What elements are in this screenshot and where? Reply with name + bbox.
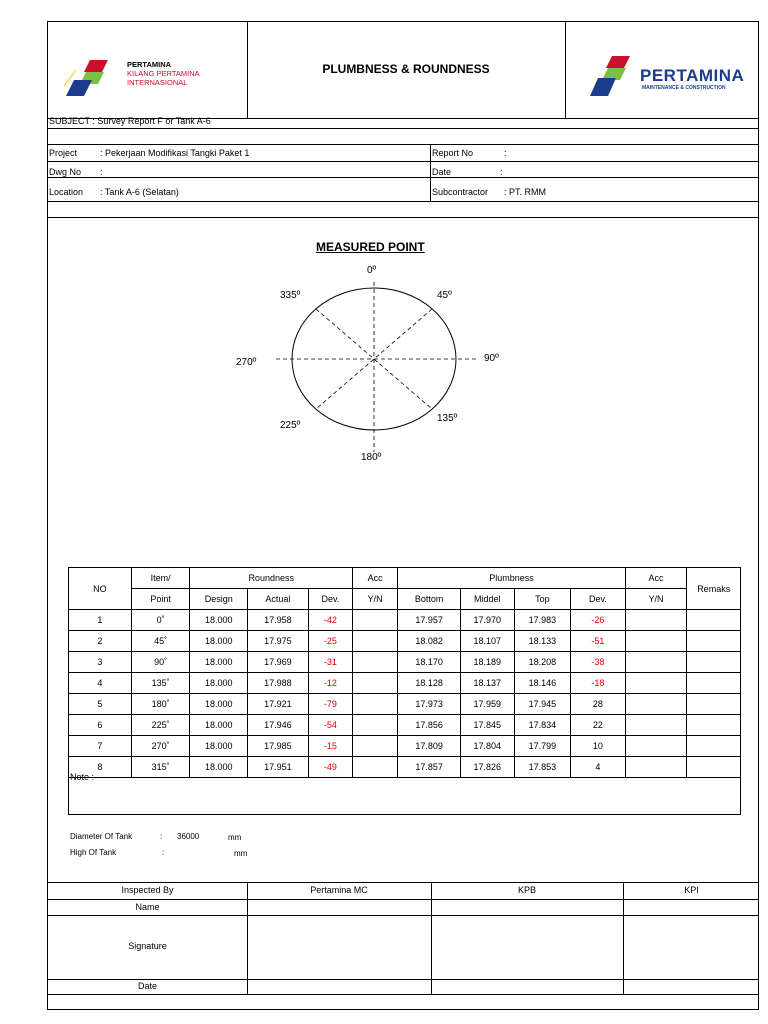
subcontractor-value: : PT. RMM — [504, 187, 546, 197]
table-row — [69, 736, 741, 757]
table-subheader-row — [69, 589, 741, 610]
rule — [48, 128, 758, 129]
cell-dev2: -26 — [571, 610, 626, 631]
cell-remaks — [687, 715, 741, 736]
cell-dev: -12 — [308, 673, 352, 694]
col-plumbness: Plumbness — [398, 568, 625, 589]
rule — [48, 144, 758, 145]
left-logo-line2: KILANG PERTAMINA — [127, 69, 200, 78]
diameter-unit: mm — [228, 833, 242, 842]
col-design: Design — [190, 589, 248, 610]
cell-top: 17.983 — [514, 610, 571, 631]
cell-no: 5 — [69, 694, 132, 715]
cell-point: 135˚ — [131, 673, 190, 694]
dwg-label: Dwg No — [49, 167, 82, 177]
angle-label: 135º — [437, 413, 458, 424]
col-yn2: Y/N — [625, 589, 687, 610]
cell-no: 4 — [69, 673, 132, 694]
right-logo-name: PERTAMINA — [640, 66, 745, 85]
angle-label: 225º — [280, 420, 301, 431]
pertamina-logo-icon — [62, 56, 122, 100]
signoff-divider — [431, 882, 432, 994]
rule — [48, 994, 758, 995]
kpi-label: KPI — [684, 885, 699, 895]
right-logo-sub: MAINTENANCE & CONSTRUCTION — [642, 85, 726, 91]
cell-dev: -25 — [308, 631, 352, 652]
table-row — [69, 610, 741, 631]
document-title: PLUMBNESS & ROUNDNESS — [322, 62, 490, 76]
report-label: Report No — [432, 148, 474, 158]
cell-actual: 17.921 — [248, 694, 309, 715]
cell-no: 8 — [69, 757, 132, 778]
cell-no: 3 — [69, 652, 132, 673]
table-header-row — [69, 568, 741, 589]
info-divider — [430, 144, 431, 201]
rule — [48, 177, 758, 178]
kpb-label: KPB — [517, 885, 536, 895]
col-no: NO — [69, 568, 132, 610]
col-yn: Y/N — [353, 589, 398, 610]
rule — [48, 201, 758, 202]
rule — [48, 882, 758, 883]
table-row — [69, 652, 741, 673]
project-label: Project — [49, 148, 78, 158]
cell-dev: -49 — [308, 757, 352, 778]
cell-dev2: 22 — [571, 715, 626, 736]
cell-acc2 — [625, 715, 687, 736]
cell-dev: -15 — [308, 736, 352, 757]
cell-acc2 — [625, 652, 687, 673]
note-label: Note : — [70, 772, 95, 782]
date-value: : — [500, 167, 503, 177]
diameter-colon: : — [160, 832, 163, 841]
high-colon: : — [162, 848, 165, 857]
cell-acc2 — [625, 694, 687, 715]
project-value: : Pekerjaan Modifikasi Tangki Paket 1 — [100, 148, 250, 158]
col-remaks: Remaks — [687, 568, 741, 610]
cell-bottom: 18.128 — [398, 673, 461, 694]
cell-bottom: 17.973 — [398, 694, 461, 715]
cell-dev2: 4 — [571, 757, 626, 778]
cell-remaks — [687, 631, 741, 652]
cell-top: 17.853 — [514, 757, 571, 778]
cell-design: 18.000 — [190, 631, 248, 652]
cell-point: 0˚ — [131, 610, 190, 631]
cell-design: 18.000 — [190, 694, 248, 715]
dwg-value: : — [100, 167, 103, 177]
cell-top: 17.945 — [514, 694, 571, 715]
left-logo-line3: INTERNASIONAL — [127, 78, 188, 87]
high-unit: mm — [234, 849, 248, 858]
cell-point: 225˚ — [131, 715, 190, 736]
pertamina-mc-logo-icon — [588, 54, 638, 100]
angle-label: 270º — [236, 357, 257, 368]
cell-acc2 — [625, 736, 687, 757]
diagram-title: MEASURED POINT — [316, 240, 425, 254]
pertamina-mc-label: Pertamina MC — [310, 885, 368, 895]
cell-point: 180˚ — [131, 694, 190, 715]
cell-dev2: 10 — [571, 736, 626, 757]
cell-actual: 17.969 — [248, 652, 309, 673]
name-label: Name — [135, 902, 160, 912]
table-row — [69, 694, 741, 715]
cell-top: 17.834 — [514, 715, 571, 736]
col-item: Item/ — [131, 568, 190, 589]
subcontractor-label: Subcontractor — [432, 187, 489, 197]
rule — [48, 979, 758, 980]
diameter-value: 36000 — [177, 832, 200, 841]
col-top: Top — [514, 589, 571, 610]
signoff-divider — [247, 882, 248, 994]
cell-actual: 17.946 — [248, 715, 309, 736]
cell-dev: -54 — [308, 715, 352, 736]
cell-dev2: -38 — [571, 652, 626, 673]
cell-bottom: 18.170 — [398, 652, 461, 673]
col-acc: Acc — [353, 568, 398, 589]
col-dev: Dev. — [308, 589, 352, 610]
cell-no: 2 — [69, 631, 132, 652]
cell-point: 315˚ — [131, 757, 190, 778]
cell-bottom: 17.957 — [398, 610, 461, 631]
table-row — [69, 673, 741, 694]
cell-acc2 — [625, 631, 687, 652]
cell-acc — [353, 715, 398, 736]
high-label: High Of Tank — [70, 848, 117, 857]
cell-no: 6 — [69, 715, 132, 736]
cell-design: 18.000 — [190, 610, 248, 631]
cell-dev2: -18 — [571, 673, 626, 694]
cell-design: 18.000 — [190, 715, 248, 736]
cell-remaks — [687, 694, 741, 715]
cell-middel: 17.845 — [461, 715, 515, 736]
report-value: : — [504, 148, 507, 158]
cell-design: 18.000 — [190, 673, 248, 694]
cell-no: 7 — [69, 736, 132, 757]
cell-middel: 18.189 — [461, 652, 515, 673]
angle-label: 45º — [437, 290, 452, 301]
rule — [48, 217, 758, 218]
col-bottom: Bottom — [398, 589, 461, 610]
cell-middel: 18.137 — [461, 673, 515, 694]
cell-middel: 18.107 — [461, 631, 515, 652]
table-row — [69, 715, 741, 736]
cell-point: 270˚ — [131, 736, 190, 757]
cell-dev2: 28 — [571, 694, 626, 715]
cell-bottom: 18.082 — [398, 631, 461, 652]
table-body — [69, 610, 741, 778]
table-row — [69, 631, 741, 652]
cell-point: 90˚ — [131, 652, 190, 673]
cell-design: 18.000 — [190, 757, 248, 778]
cell-acc — [353, 673, 398, 694]
inspected-by-label: Inspected By — [121, 885, 174, 895]
cell-actual: 17.975 — [248, 631, 309, 652]
col-actual: Actual — [248, 589, 309, 610]
cell-middel: 17.970 — [461, 610, 515, 631]
cell-actual: 17.951 — [248, 757, 309, 778]
cell-acc — [353, 610, 398, 631]
location-label: Location — [49, 187, 84, 197]
col-point: Point — [131, 589, 190, 610]
cell-top: 18.133 — [514, 631, 571, 652]
cell-top: 18.208 — [514, 652, 571, 673]
location-value: : Tank A-6 (Selatan) — [100, 187, 179, 197]
left-logo-line1: PERTAMINA — [127, 60, 172, 69]
col-middel: Middel — [461, 589, 515, 610]
date-label: Date — [432, 167, 452, 177]
signoff-divider — [623, 882, 624, 994]
report-sheet — [47, 21, 759, 1010]
angle-label: 335º — [280, 290, 301, 301]
header-divider-right — [565, 22, 566, 118]
col-roundness: Roundness — [190, 568, 353, 589]
angle-label: 0º — [367, 265, 377, 276]
cell-acc — [353, 736, 398, 757]
cell-acc — [353, 652, 398, 673]
cell-acc2 — [625, 673, 687, 694]
cell-bottom: 17.809 — [398, 736, 461, 757]
cell-actual: 17.985 — [248, 736, 309, 757]
cell-dev: -31 — [308, 652, 352, 673]
cell-middel: 17.804 — [461, 736, 515, 757]
rule — [48, 899, 758, 900]
cell-dev: -79 — [308, 694, 352, 715]
cell-point: 45˚ — [131, 631, 190, 652]
date-row-label: Date — [137, 981, 157, 991]
rule — [48, 915, 758, 916]
angle-label: 180º — [361, 452, 382, 463]
cell-remaks — [687, 673, 741, 694]
cell-actual: 17.988 — [248, 673, 309, 694]
subject-text: SUBJECT : Survey Report F or Tank A-6 — [49, 116, 211, 126]
cell-middel: 17.826 — [461, 757, 515, 778]
cell-no: 1 — [69, 610, 132, 631]
cell-acc — [353, 631, 398, 652]
cell-bottom: 17.857 — [398, 757, 461, 778]
cell-design: 18.000 — [190, 652, 248, 673]
cell-actual: 17.958 — [248, 610, 309, 631]
cell-acc2 — [625, 610, 687, 631]
cell-remaks — [687, 610, 741, 631]
note-box — [68, 770, 741, 815]
rule — [48, 161, 758, 162]
cell-dev2: -51 — [571, 631, 626, 652]
col-dev2: Dev. — [571, 589, 626, 610]
cell-design: 18.000 — [190, 736, 248, 757]
angle-label: 90º — [484, 353, 499, 364]
col-acc2: Acc — [625, 568, 687, 589]
cell-acc — [353, 694, 398, 715]
diameter-label: Diameter Of Tank — [70, 832, 133, 841]
cell-remaks — [687, 652, 741, 673]
signature-label: Signature — [128, 941, 167, 951]
cell-middel: 17.959 — [461, 694, 515, 715]
cell-top: 18.146 — [514, 673, 571, 694]
left-logo-text — [127, 60, 200, 87]
measurement-table — [68, 567, 741, 778]
cell-dev: -42 — [308, 610, 352, 631]
cell-remaks — [687, 736, 741, 757]
measured-point-diagram — [268, 282, 488, 462]
cell-top: 17.799 — [514, 736, 571, 757]
cell-bottom: 17.856 — [398, 715, 461, 736]
